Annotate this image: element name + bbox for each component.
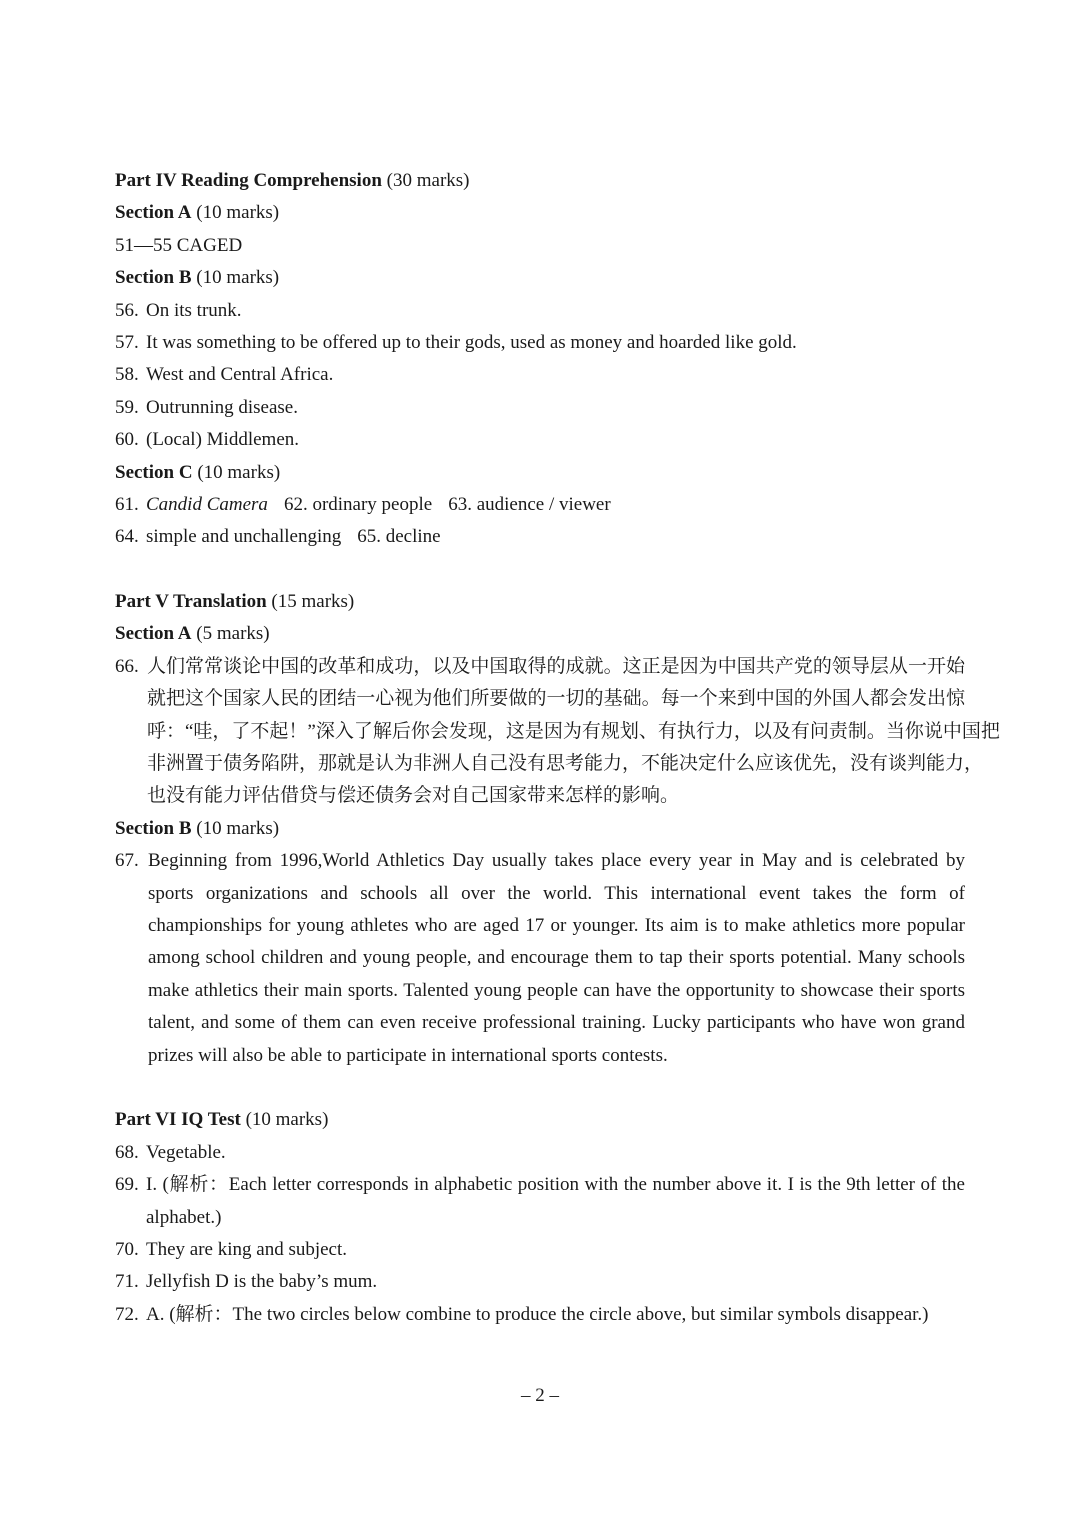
answer-item-56: [115, 295, 965, 327]
answer-item-71: [115, 1266, 965, 1298]
section-title: Section A: [115, 202, 192, 224]
item-text: Candid Camera: [146, 493, 268, 515]
item-text: West and Central Africa.: [146, 364, 334, 386]
text-line: among school children and young people, and encourage them to tap their sports potential. Many schools: [148, 947, 965, 969]
item-number: 70.: [115, 1238, 139, 1260]
answer-row-64-65: [115, 521, 965, 553]
item-body: [146, 327, 965, 359]
item-body: [146, 392, 965, 424]
item-number: 72.: [115, 1303, 139, 1325]
answer-item-58: [115, 359, 965, 391]
item-number: 65.: [357, 526, 381, 548]
item-body: [146, 1234, 965, 1266]
part-v-title: Part V Translation: [115, 591, 267, 613]
item-number: 58.: [115, 364, 139, 386]
text-line: championships for young athletes who are aged 17 or younger. Its aim is to make athletics more popular: [148, 914, 965, 936]
part-iv-marks: (30 marks): [386, 170, 470, 191]
item-number: 56.: [115, 299, 139, 321]
part-iv-heading: [115, 165, 965, 197]
item-text: On its trunk.: [146, 299, 242, 321]
item-number: 64.: [115, 526, 139, 548]
answer-item-61: [115, 489, 268, 521]
item-number: 60.: [115, 429, 139, 451]
text-line: Beginning from 1996,World Athletics Day usually takes place every year in May and is celebrated by: [148, 850, 965, 872]
section-marks: (5 marks): [196, 623, 270, 645]
item-body: [146, 1299, 965, 1331]
item-text: audience / viewer: [476, 493, 611, 515]
section-marks: (10 marks): [196, 267, 280, 289]
answer-item-72: [115, 1299, 965, 1331]
part-vi-heading: [115, 1104, 965, 1136]
item-text: decline: [385, 526, 441, 548]
part-iv: [115, 165, 965, 554]
item-text: ordinary people: [312, 493, 433, 515]
text-line: talent, and some of them can even receive professional training. Lucky participants who have won grand: [148, 1012, 965, 1034]
part-iv-section-a-heading: [115, 197, 965, 229]
part-v-heading: [115, 586, 965, 618]
text-line: 呼：“哇，了不起！”深入了解后你会发现，这是因为有规划、有执行力，以及有问责制。当你说中国把: [147, 720, 1000, 742]
part-v-marks: (15 marks): [271, 591, 355, 613]
text-line: prizes will also be able to participate in international sports contests.: [148, 1044, 668, 1066]
answer-item-66: [115, 651, 1000, 813]
item-number: 67.: [115, 850, 139, 872]
answer-51-55: 51—55 CAGED: [115, 234, 243, 256]
answer-item-70: [115, 1234, 965, 1266]
answer-item-59: [115, 392, 965, 424]
item-body: [146, 1266, 965, 1298]
item-text: Vegetable.: [146, 1141, 226, 1163]
answer-item-68: [115, 1137, 965, 1169]
section-marks: (10 marks): [197, 461, 281, 483]
answer-item-69: [115, 1169, 965, 1234]
translation-chinese: [147, 651, 1000, 813]
item-number: 61.: [115, 493, 139, 515]
answer-item-64: [115, 521, 341, 553]
item-number: 57.: [115, 331, 139, 353]
part-iv-section-b-heading: [115, 262, 965, 294]
item-body: [146, 424, 965, 456]
part-vi-title: Part VI IQ Test: [115, 1109, 241, 1131]
text-line: 人们常常谈论中国的改革和成功，以及中国取得的成就。这正是因为中国共产党的领导层从一开始: [147, 655, 965, 677]
section-title: Section C: [115, 461, 193, 483]
item-text: Outrunning disease.: [146, 396, 298, 418]
item-number: 59.: [115, 396, 139, 418]
item-number: 71.: [115, 1271, 139, 1293]
part-iv-title: Part IV Reading Comprehension: [115, 170, 382, 191]
part-v-section-a-heading: [115, 618, 965, 650]
translation-english: [148, 845, 965, 1072]
answer-key-content: [115, 165, 1000, 1331]
item-body: [146, 359, 965, 391]
page-number: – 2 –: [521, 1385, 559, 1406]
text-line: 非洲置于债务陷阱，那就是认为非洲人自己没有思考能力，不能决定什么应该优先，没有谈判能力，: [147, 753, 984, 775]
part-vi: [115, 1104, 965, 1331]
answer-item-60: [115, 424, 965, 456]
section-title: Section B: [115, 267, 192, 289]
answer-row-61-63: [115, 489, 965, 521]
text-line: make athletics their main sports. Talented young people can have the opportunity to showcase their sports: [148, 979, 965, 1001]
item-text: (Local) Middlemen.: [146, 429, 300, 451]
item-body: [146, 1137, 965, 1169]
section-title: Section B: [115, 817, 192, 839]
answer-item-62: [284, 489, 432, 521]
item-number: 62.: [283, 493, 308, 515]
item-text: alphabet.): [146, 1206, 222, 1228]
section-marks: (10 marks): [196, 202, 280, 224]
item-text: It was something to be offered up to their gods, used as money and hoarded like gold.: [146, 331, 797, 353]
item-text: A. (解析：The two circles below combine to produce the circle above, but similar symbols disappear.): [146, 1303, 929, 1325]
section-title: Section A: [115, 623, 192, 645]
text-line: sports organizations and schools all over the world. This international event takes the form of: [148, 882, 965, 904]
part-iv-section-c-heading: [115, 457, 965, 489]
item-body: [146, 295, 965, 327]
part-vi-marks: (10 marks): [245, 1109, 329, 1131]
part-v-section-b-heading: [115, 813, 965, 845]
answer-item-65: [357, 521, 440, 553]
section-marks: (10 marks): [196, 817, 280, 839]
item-number: 69.: [115, 1174, 139, 1196]
answer-item-67: [115, 845, 965, 1072]
item-text: Jellyfish D is the baby’s mum.: [146, 1271, 378, 1293]
part-v: [115, 586, 1000, 1072]
item-text: I. (解析：Each letter corresponds in alphabetic position with the number above it. I is the 9th letter of the: [146, 1174, 965, 1196]
text-line: 就把这个国家人民的团结一心视为他们所要做的一切的基础。每一个来到中国的外国人都会发出惊: [147, 688, 965, 710]
item-number: 63.: [448, 493, 472, 515]
item-number: 68.: [115, 1141, 139, 1163]
item-body: [146, 1169, 965, 1234]
item-text: They are king and subject.: [146, 1238, 348, 1260]
answer-item-63: [448, 489, 610, 521]
answer-item-57: [115, 327, 965, 359]
item-text: simple and unchallenging: [146, 526, 342, 548]
text-line: 也没有能力评估借贷与偿还债务会对自己国家带来怎样的影响。: [147, 785, 680, 807]
item-number: 66.: [115, 655, 139, 677]
